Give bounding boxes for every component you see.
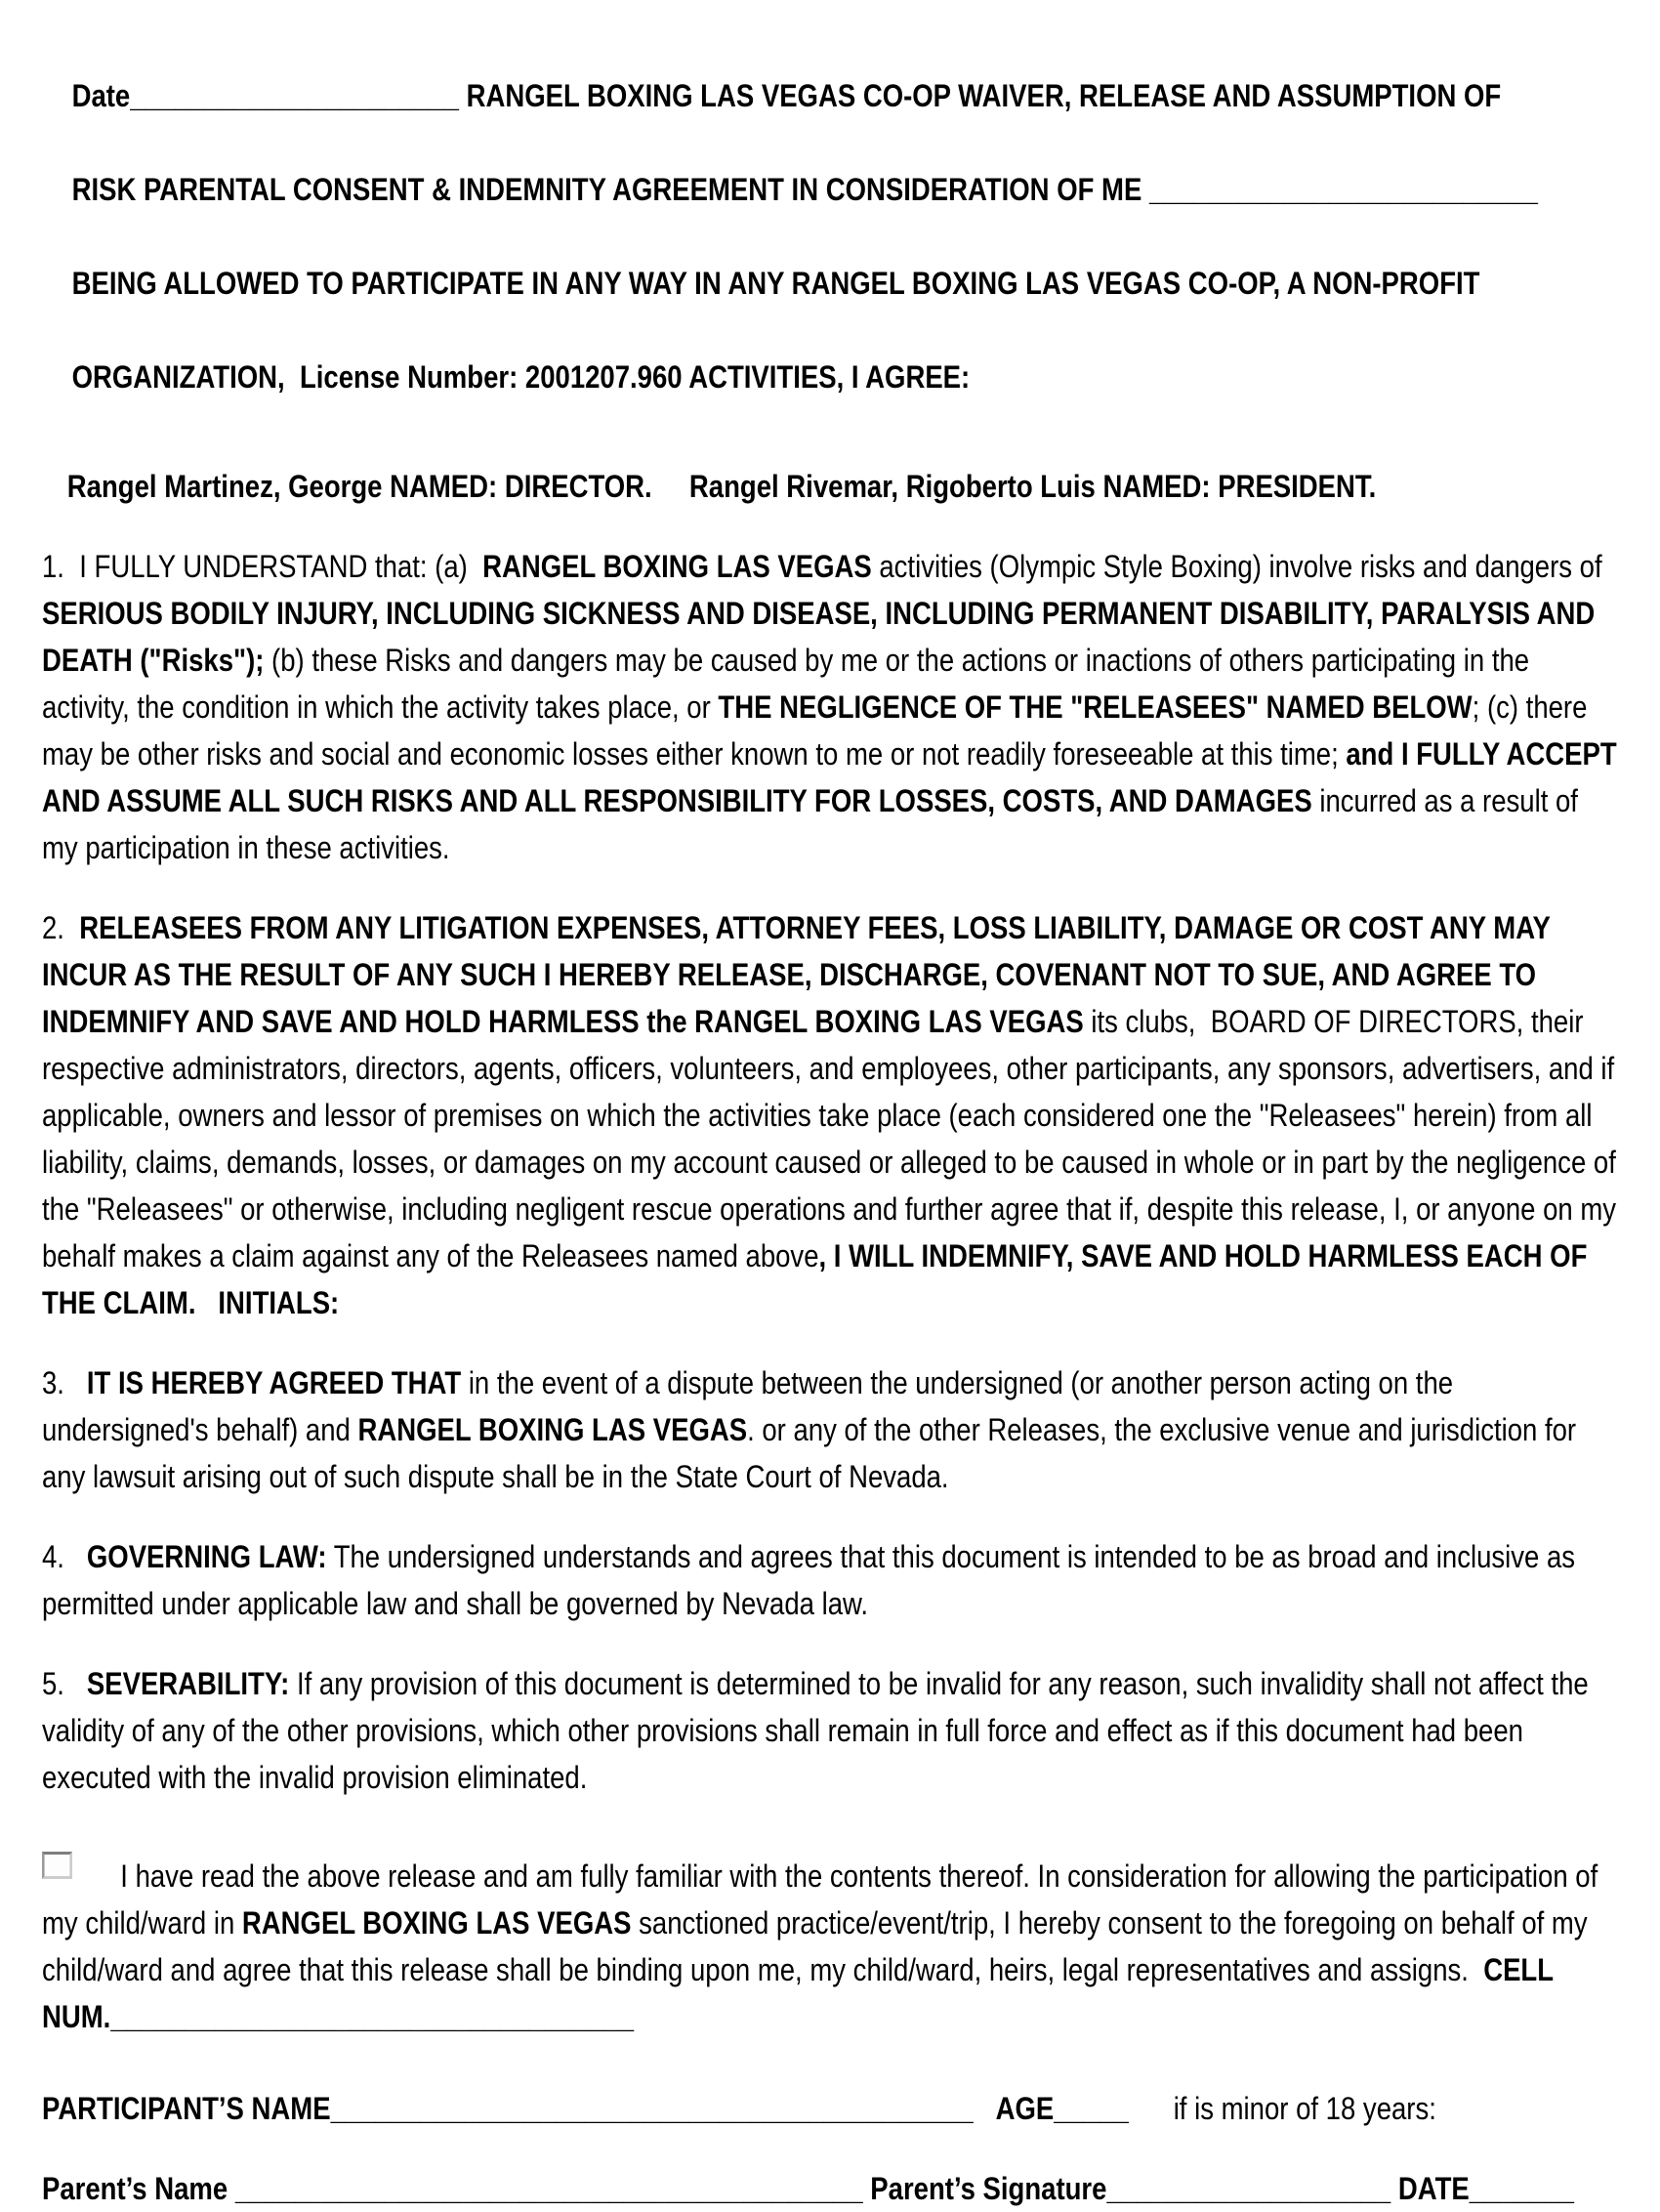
text-run: incurred as a result of my participation in these activities. <box>42 783 1586 865</box>
text-run: The undersigned understands and agrees that this document is intended to be as broad and inclusive as permitted under applicable law and shall be governed by Nevada law. <box>42 1539 1583 1621</box>
minor-note: if is minor of 18 years: <box>1173 2091 1436 2126</box>
text-run: I have read the above release and am fully familiar with the contents thereof. In consideration for allowing the participation of my child/ward in <box>42 1858 1605 1941</box>
section-2-release-and-indemnity <box>42 904 1624 1326</box>
parent-signature-line <box>42 2165 1621 2212</box>
text-run: ; (c) there may be other risks and social and economic losses either known to me or not readily foreseeable at this time; <box>42 689 1596 772</box>
text-run: activities (Olympic Style Boxing) involve risks and dangers of <box>871 549 1610 584</box>
consent-paragraph <box>42 1852 1621 2040</box>
parent-name-label: Parent’s Name <box>42 2171 235 2206</box>
text-run: GOVERNING LAW: <box>86 1539 327 1574</box>
text-run: SERIOUS BODILY INJURY, INCLUDING SICKNESS AND DISEASE, INCLUDING PERMANENT DISABILITY, PARALYSIS AND DEATH ("Risks"); <box>42 596 1602 678</box>
text-run <box>863 2171 871 2206</box>
header-title <box>42 25 1621 447</box>
text-run: 5. <box>42 1666 87 1701</box>
text-run: its clubs, BOARD OF DIRECTORS, their respective administrators, directors, agents, officers, volunteers, and employees, other participants, any sponsors, advertisers, and if applicable, owners and lessor of premises on which the activities take place (each considered one the "Releasees" herein) from all liability, claims, demands, losses, or damages on my account caused or alleged to be caused in whole or in part by the negligence of the "Releasees" or otherwise, including negligent rescue operations and further agree that if, despite this release, I, or anyone on my behalf makes a claim against any of the Releasees named above <box>42 1004 1624 1273</box>
section-3-jurisdiction <box>42 1359 1621 1500</box>
consent-checkbox[interactable] <box>42 1852 72 1879</box>
signature-date-blank[interactable]: _______ <box>1469 2171 1574 2206</box>
date-blank[interactable]: ______________________ <box>130 78 459 113</box>
participant-name-blank[interactable]: ___________________________________________ <box>330 2091 974 2126</box>
text-run: RANGEL BOXING LAS VEGAS <box>357 1412 748 1447</box>
text-run: CELL NUM. <box>42 1952 1561 2034</box>
text-run: (b) these Risks and dangers may be caused by me or the actions or inactions of others participating in the activity, the condition in which the activity takes place, or <box>42 643 1537 725</box>
text-run: sanctioned practice/event/trip, I hereby consent to the foregoing on behalf of my child/ward and agree that this release shall be binding upon me, my child/ward, heirs, legal representatives and assigns. <box>42 1905 1596 1987</box>
text-run: 1. I FULLY UNDERSTAND that: (a) <box>42 549 483 584</box>
section-1-understanding-of-risks <box>42 543 1624 871</box>
text-run: . or any of the other Releases, the exclusive venue and jurisdiction for any lawsuit arising out of such dispute shall be in the State Court of Nevada. <box>42 1412 1584 1494</box>
title-text: BEING ALLOWED TO PARTICIPATE IN ANY WAY IN ANY RANGEL BOXING LAS VEGAS CO-OP, A NON-PROFIT <box>71 266 1480 301</box>
section-5-severability <box>42 1660 1621 1801</box>
date-signature-label: DATE <box>1397 2171 1470 2206</box>
text-run: , I WILL INDEMNIFY, SAVE AND HOLD HARMLESS EACH OF THE CLAIM. INITIALS: <box>42 1238 1596 1320</box>
title-text: ORGANIZATION, License Number: 2001207.960 ACTIVITIES, I AGREE: <box>71 359 971 395</box>
title-text: RISK PARENTAL CONSENT & INDEMNITY AGREEMENT IN CONSIDERATION OF ME <box>71 172 1149 207</box>
parents-name-blank[interactable]: __________________________________________ <box>234 2171 863 2206</box>
parent-signature-label: Parent’s Signature <box>870 2171 1107 2206</box>
cell-number-blank[interactable]: ___________________________________ <box>110 1999 635 2034</box>
text-run: 4. <box>42 1539 87 1574</box>
officials-line <box>42 463 1621 510</box>
participant-signature-line <box>42 2085 1621 2132</box>
header-line-3 <box>72 266 1480 301</box>
header-line-1 <box>72 78 1502 113</box>
officials-names: Rangel Martinez, George NAMED: DIRECTOR. Rangel Rivemar, Rigoberto Luis NAMED: PRESIDENT. <box>66 469 1377 504</box>
parents-signature-blank[interactable]: ___________________ <box>1106 2171 1391 2206</box>
text-run: RANGEL BOXING LAS VEGAS <box>241 1905 632 1941</box>
section-4-governing-law <box>42 1533 1621 1627</box>
text-run: 3. <box>42 1365 87 1400</box>
text-run <box>1129 2091 1174 2126</box>
date-label: Date <box>71 78 131 113</box>
text-run <box>974 2091 996 2126</box>
text-run: 2. <box>42 910 80 945</box>
text-run <box>1390 2171 1398 2206</box>
age-label: AGE <box>995 2091 1055 2126</box>
text-run: and I FULLY ACCEPT AND ASSUME ALL SUCH RISKS AND ALL RESPONSIBILITY FOR LOSSES, COSTS, AND DAMAGES <box>42 736 1624 818</box>
me-name-blank[interactable]: __________________________ <box>1148 172 1538 207</box>
header-line-2 <box>72 172 1538 207</box>
text-run: RELEASEES FROM ANY LITIGATION EXPENSES, ATTORNEY FEES, LOSS LIABILITY, DAMAGE OR COST ANY MAY INCUR AS THE RESULT OF ANY SUCH I HEREBY RELEASE, DISCHARGE, COVENANT NOT TO SUE, AND AGREE TO INDEMNIFY AND SAVE AND HOLD HARMLESS the RANGEL BOXING LAS VEGAS <box>42 910 1558 1039</box>
participant-name-label: PARTICIPANT’S NAME <box>42 2091 331 2126</box>
text-run: in the event of a dispute between the undersigned (or another person acting on the undersigned's behalf) and <box>42 1365 1461 1447</box>
text-run: SEVERABILITY: <box>86 1666 290 1701</box>
text-run: RANGEL BOXING LAS VEGAS <box>482 549 872 584</box>
consent-text <box>42 1858 1605 2034</box>
text-run: IT IS HEREBY AGREED THAT <box>86 1365 462 1400</box>
text-run: THE NEGLIGENCE OF THE "RELEASEES" NAMED BELOW <box>718 689 1473 725</box>
header-line-4 <box>72 359 971 395</box>
age-blank[interactable]: _____ <box>1054 2091 1129 2126</box>
text-run: If any provision of this document is determined to be invalid for any reason, such invalidity shall not affect the validity of any of the other provisions, which other provisions shall remain in full force and effect as if this document had been executed with the invalid provision eliminated. <box>42 1666 1597 1795</box>
title-text: RANGEL BOXING LAS VEGAS CO-OP WAIVER, RELEASE AND ASSUMPTION OF <box>458 78 1502 113</box>
